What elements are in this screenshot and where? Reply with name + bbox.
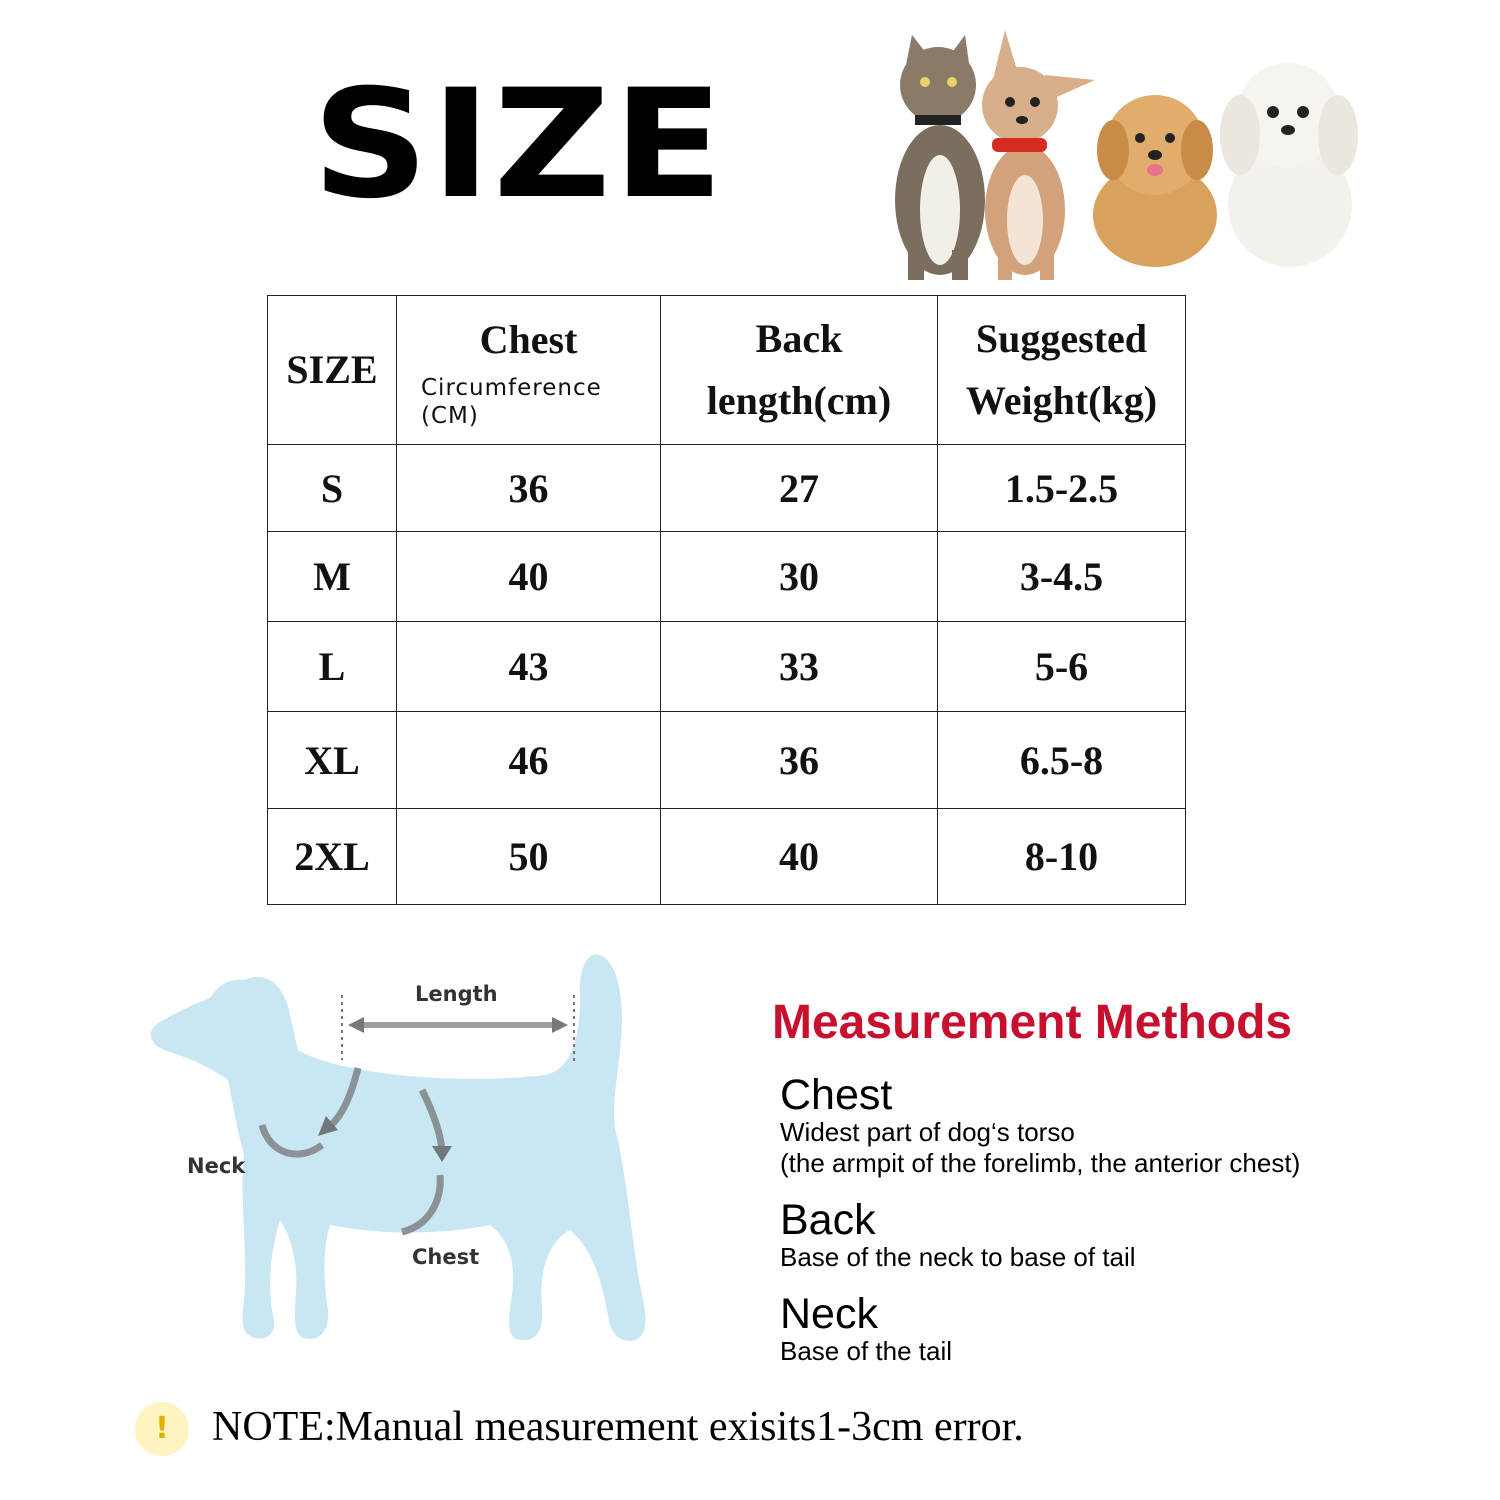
method-back — [780, 1198, 1136, 1273]
table-row — [268, 712, 1186, 809]
table-row — [268, 622, 1186, 712]
cell-weight: 5-6 — [938, 622, 1186, 712]
dog-silhouette — [151, 954, 646, 1340]
cell-chest: 36 — [397, 445, 661, 532]
maltese-figure — [1220, 63, 1358, 267]
table-row — [268, 809, 1186, 905]
chihuahua-figure — [982, 30, 1095, 280]
neck-label: Neck — [187, 1154, 246, 1178]
cell-back: 33 — [661, 622, 938, 712]
measurement-methods-title: Measurement Methods — [772, 996, 1293, 1049]
cell-weight: 8-10 — [938, 809, 1186, 905]
table-row — [268, 445, 1186, 532]
cell-size: 2XL — [268, 809, 397, 905]
method-chest-heading: Chest — [780, 1071, 893, 1119]
header-weight: Suggested Weight(kg) — [938, 296, 1186, 445]
table-header-row — [268, 296, 1186, 445]
cat-figure — [895, 35, 985, 280]
chest-label: Chest — [412, 1245, 480, 1269]
cell-back: 40 — [661, 809, 938, 905]
cell-weight: 1.5-2.5 — [938, 445, 1186, 532]
header-size: SIZE — [268, 296, 397, 445]
method-chest — [780, 1073, 1300, 1179]
method-chest-desc-1: Widest part of dog‘s torso — [780, 1117, 1075, 1147]
table-row — [268, 532, 1186, 622]
method-neck-desc: Base of the tail — [780, 1336, 952, 1366]
cell-back: 30 — [661, 532, 938, 622]
cell-chest: 46 — [397, 712, 661, 809]
page-title: SIZE — [312, 58, 726, 232]
warning-icon: ! — [135, 1402, 189, 1456]
header-chest-subtitle: Circumference (CM) — [421, 375, 602, 429]
cell-chest: 43 — [397, 622, 661, 712]
method-chest-desc-2: (the armpit of the forelimb, the anterior chest) — [780, 1148, 1301, 1178]
cell-size: M — [268, 532, 397, 622]
method-back-desc: Base of the neck to base of tail — [780, 1242, 1136, 1272]
golden-dog-figure — [1093, 95, 1217, 267]
cell-weight: 3-4.5 — [938, 532, 1186, 622]
pets-photo-icon — [870, 20, 1390, 290]
header-chest — [397, 296, 661, 445]
cell-size: L — [268, 622, 397, 712]
cell-size: XL — [268, 712, 397, 809]
cell-weight: 6.5-8 — [938, 712, 1186, 809]
size-chart-table — [267, 295, 1186, 905]
header-back: Back length(cm) — [661, 296, 938, 445]
cell-back: 27 — [661, 445, 938, 532]
cell-back: 36 — [661, 712, 938, 809]
cell-chest: 50 — [397, 809, 661, 905]
cell-chest: 40 — [397, 532, 661, 622]
header-chest-title: Chest — [479, 317, 578, 363]
length-label: Length — [415, 982, 498, 1006]
method-neck — [780, 1292, 952, 1367]
cell-size: S — [268, 445, 397, 532]
note-text: NOTE:Manual measurement exisits1-3cm error. — [212, 1404, 1024, 1450]
method-back-heading: Back — [780, 1196, 876, 1244]
method-neck-heading: Neck — [780, 1290, 878, 1338]
